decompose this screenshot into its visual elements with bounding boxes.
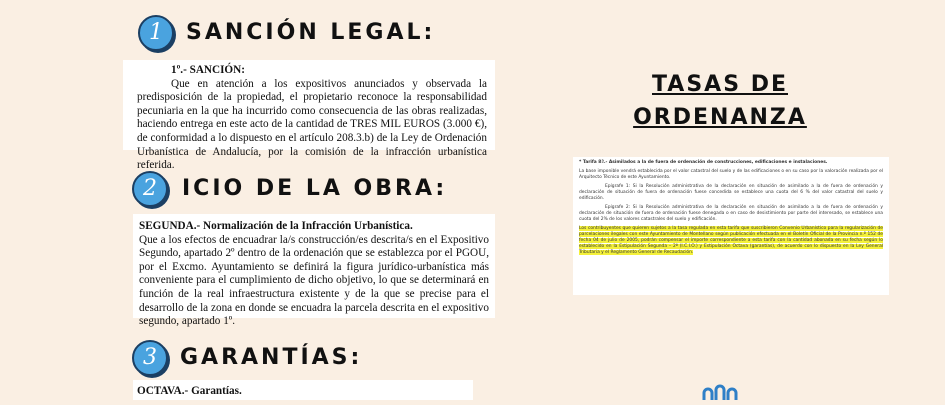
- tasa-heading: * Tarifa 8ª.- Asimilados a la de fuera de ordenación de construcciones, edificaciones e instalaciones.: [579, 160, 828, 165]
- document-excerpt-garantias: [133, 380, 473, 400]
- document-excerpt-sancion: [123, 60, 495, 172]
- doc-title: OCTAVA.- Garantías.: [137, 385, 242, 397]
- section-heading-icio: ICIO DE LA OBRA:: [182, 176, 448, 201]
- ordenanza-title-line1: TASAS DE: [652, 72, 788, 97]
- ordenanza-title-line2: ORDENANZA: [633, 105, 807, 130]
- section-heading-sancion-legal: SANCIÓN LEGAL:: [186, 20, 436, 45]
- section-heading-garantias: GARANTÍAS:: [180, 345, 363, 370]
- doc-title: 1º.- SANCIÓN:: [171, 64, 245, 76]
- tasa-highlighted-paragraph: [579, 226, 883, 256]
- number-2-badge: 2: [132, 171, 168, 207]
- number-3-badge: 3: [132, 340, 168, 376]
- tasa-epigrafe-2: Epígrafe 2: Si la Resolución administrativa de la declaración en situación de asimilado a la de fuera de ordenación y declaración de situación de fuera de ordenación fuese denegada o en caso de desistimiento por parte del interesado, se establece una cuota del 2% de los valores catastrales del suelo y edificación.: [579, 205, 883, 222]
- highlighted-text: Los contribuyentes que quieren sujetos a la tasa regulada en esta tarifa que suscribieron Convenio Urbanístico para la regularización de parcelaciones ilegales con este Ayuntamiento de Montellano según publicación efectuada en el Boletín Oficial de la Provincia n.º 152 de fecha 04 de julio de 2005, podrán compensar el importe correspondiente a esta tarifa con la cantidad abonada en su fecha según lo establecido en la Estipulación Segunda – 2ª (I.C.I.O.) y Estipulación Octava (garantías), de acuerdo con lo dispuesto en la Ley General Tributaria y el Reglamento General de Recaudación.: [579, 226, 883, 255]
- number-1-badge: 1: [138, 15, 174, 51]
- tasa-document-excerpt: [573, 157, 889, 295]
- tasa-epigrafe-1: Epígrafe 1: Si la Resolución administrativa de la declaración en situación de asimilado a la de fuera de ordenación y declaración de situación de fuera de ordenación fuese concedida se establece una cuota del 6 % del valor catastral del suelo y edificación.: [579, 184, 883, 201]
- doc-text: Que a los efectos de encuadrar la/s construcción/es descrita/s en el Expositivo Segundo, apartado 2º dentro de la ordenación que se establezca por el PGOU, por el Excmo. Ayuntamiento se definirá la figura jurídico-urbanística más conveniente para el cumplimiento de dicho objetivo, lo que se determinará en función de la real infraestructura existente y de la que se precise para el desarrollo de la zona en donde se encuadra la parcela descrita en el expositivo segundo, apartado 1º.: [139, 233, 489, 328]
- doc-text: Que en atención a los expositivos anunciados y observada la predisposición de la propiedad, el propietario reconoce la responsabilidad pecuniaria en la que ha incurrido como consecuencia de las obras realizadas, haciendo entrega en este acto de la cantidad de TRES MIL EUROS (3.000 €), de conformidad a lo dispuesto en el artículo 208.3.b) de la Ley de Ordenación Urbanística de Andalucía, por la comisión de la infracción urbanística referida.: [137, 77, 487, 172]
- tasa-paragraph: La base imponible vendrá establecida por el valor catastral del suelo y de las edificaciones o en su caso por la valoración realizada por el Arquitecto Técnico de este Ayuntamiento.: [579, 169, 883, 180]
- doc-title: SEGUNDA.- Normalización de la Infracción Urbanística.: [139, 220, 413, 232]
- document-excerpt-normalizacion: [133, 214, 495, 328]
- building-arches-icon: [701, 380, 739, 400]
